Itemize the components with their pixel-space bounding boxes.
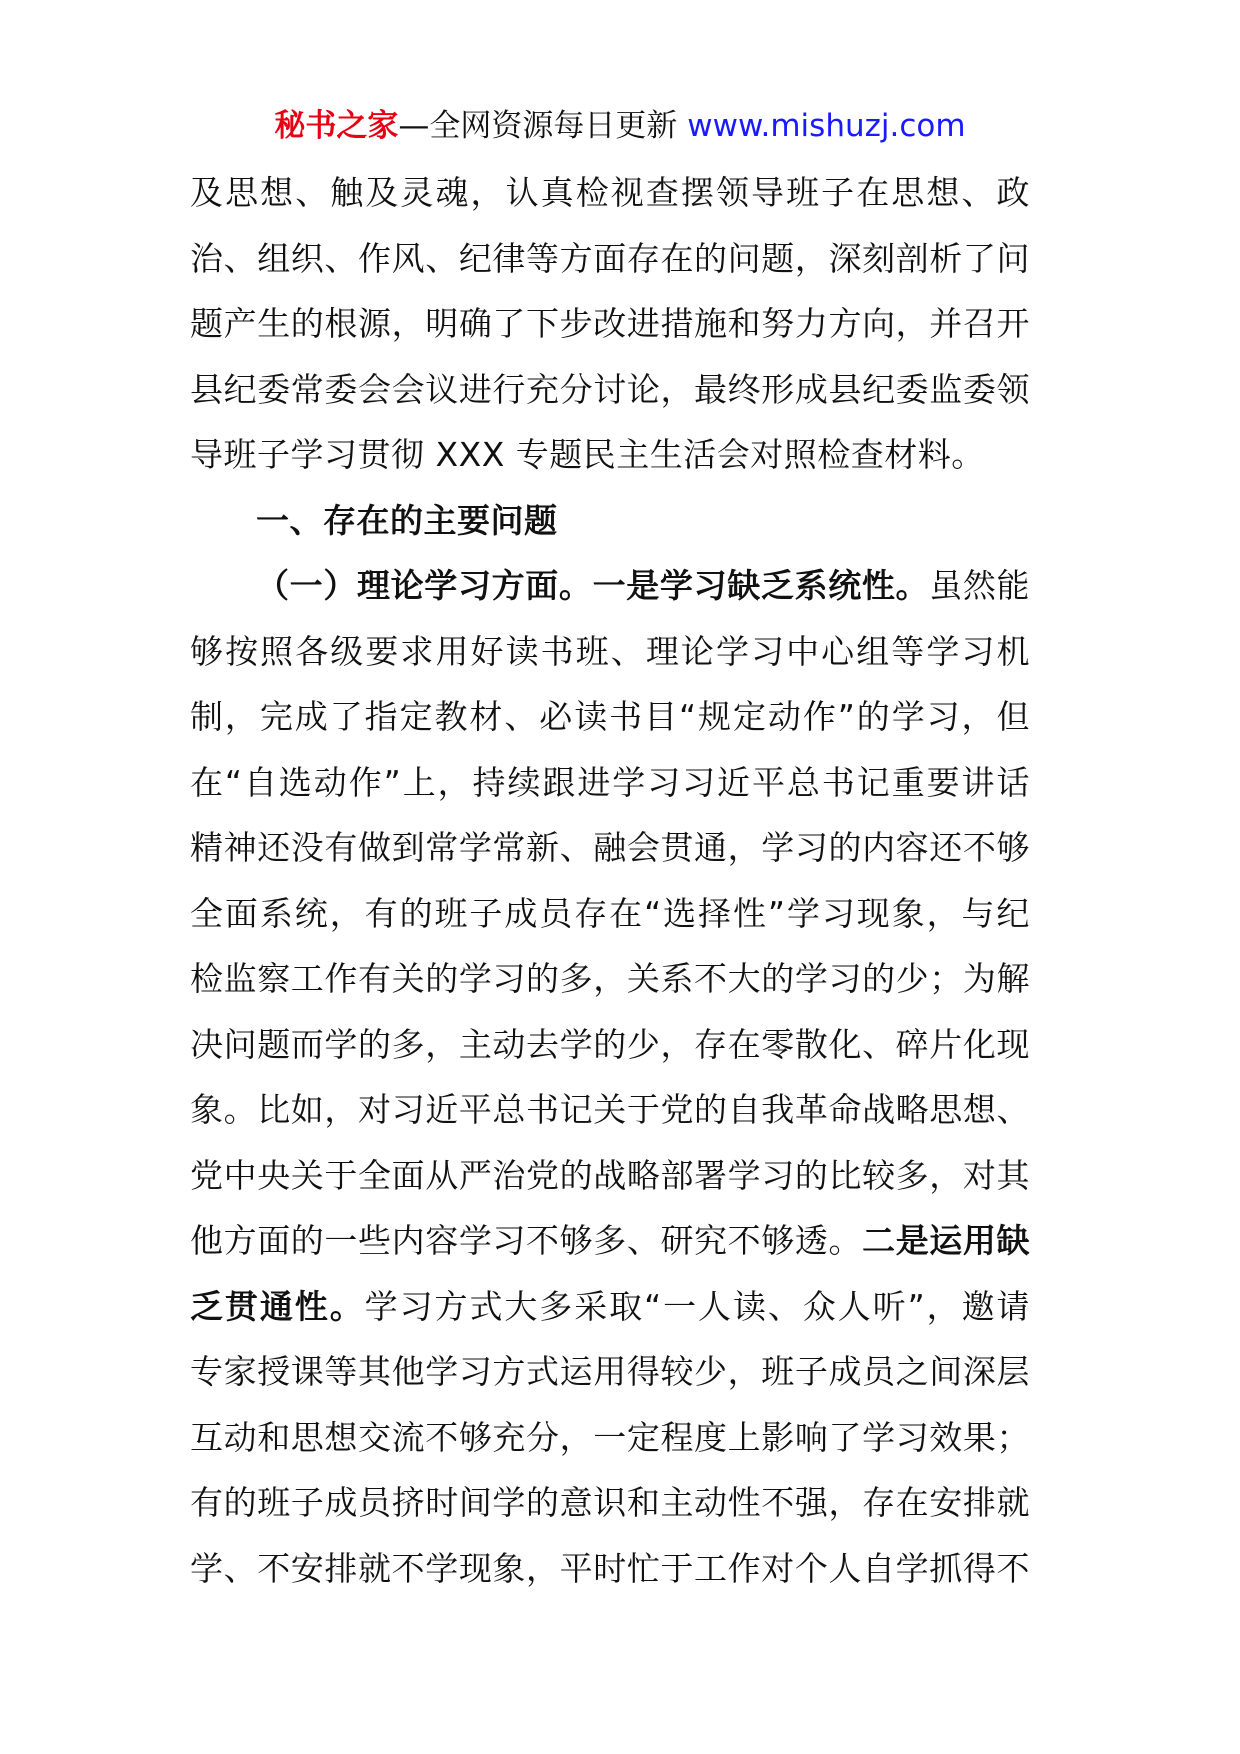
body-line: 导班子学习贯彻 XXX 专题民主生活会对照检查材料。 — [190, 435, 985, 474]
body-line: 检监察工作有关的学习的多，关系不大的学习的少；为解 — [190, 959, 1030, 998]
body-line: 互动和思想交流不够充分，一定程度上影响了学习效果； — [190, 1417, 1030, 1457]
body-line: 全面系统，有的班子成员存在“选择性”学习现象，与纪 — [190, 893, 1030, 933]
body-line: 治、组织、作风、纪律等方面存在的问题，深刻剖析了问 — [190, 238, 1030, 278]
body-text: 学习方式大多采取“一人读、众人听”，邀请 — [364, 1286, 1031, 1326]
point-heading: 乏贯通性。 — [190, 1286, 365, 1326]
body-line: 专家授课等其他学习方式运用得较少，班子成员之间深层 — [190, 1352, 1030, 1391]
header-brand: 秘书之家 — [274, 108, 399, 144]
body-line: 制，完成了指定教材、必读书目“规定动作”的学习，但 — [190, 697, 1030, 736]
body-line: 题产生的根源，明确了下步改进措施和努力方向，并召开 — [190, 304, 1030, 343]
body-line: 决问题而学的多，主动去学的少，存在零散化、碎片化现 — [190, 1024, 1030, 1064]
body-text: 他方面的一些内容学习不够多、研究不够透。 — [190, 1221, 863, 1260]
body-line: 学、不安排就不学现象，平时忙于工作对个人自学抓得不 — [190, 1548, 1030, 1588]
document-body — [190, 160, 1030, 1601]
body-line — [190, 1208, 1030, 1274]
body-line: 党中央关于全面从严治党的战略部署学习的比较多，对其 — [190, 1155, 1030, 1195]
body-line — [190, 1274, 1030, 1340]
site-header — [0, 104, 1240, 148]
body-line: 及思想、触及灵魂，认真检视查摆领导班子在思想、政 — [190, 173, 1030, 212]
section-heading: 一、存在的主要问题 — [256, 500, 558, 540]
body-line: 在“自选动作”上，持续跟进学习习近平总书记重要讲话 — [190, 762, 1030, 802]
body-text: 虽然能 — [929, 566, 1031, 605]
body-line: 象。比如，对习近平总书记关于党的自我革命战略思想、 — [190, 1090, 1030, 1129]
body-line: 够按照各级要求用好读书班、理论学习中心组等学习机 — [190, 631, 1030, 671]
header-url-link[interactable]: www.mishuzj.com — [687, 108, 966, 144]
body-line: 县纪委常委会会议进行充分讨论，最终形成县纪委监委领 — [190, 369, 1030, 409]
point-heading: 二是运用缺 — [862, 1221, 1031, 1260]
body-line: 精神还没有做到常学常新、融会贯通，学习的内容还不够 — [190, 828, 1030, 867]
header-tagline: —全网资源每日更新 — [398, 108, 688, 144]
body-line: 有的班子成员挤时间学的意识和主动性不强，存在安排就 — [190, 1483, 1030, 1522]
subsection-heading: （一）理论学习方面。一是学习缺乏系统性。 — [256, 566, 930, 605]
body-line — [190, 553, 1030, 619]
